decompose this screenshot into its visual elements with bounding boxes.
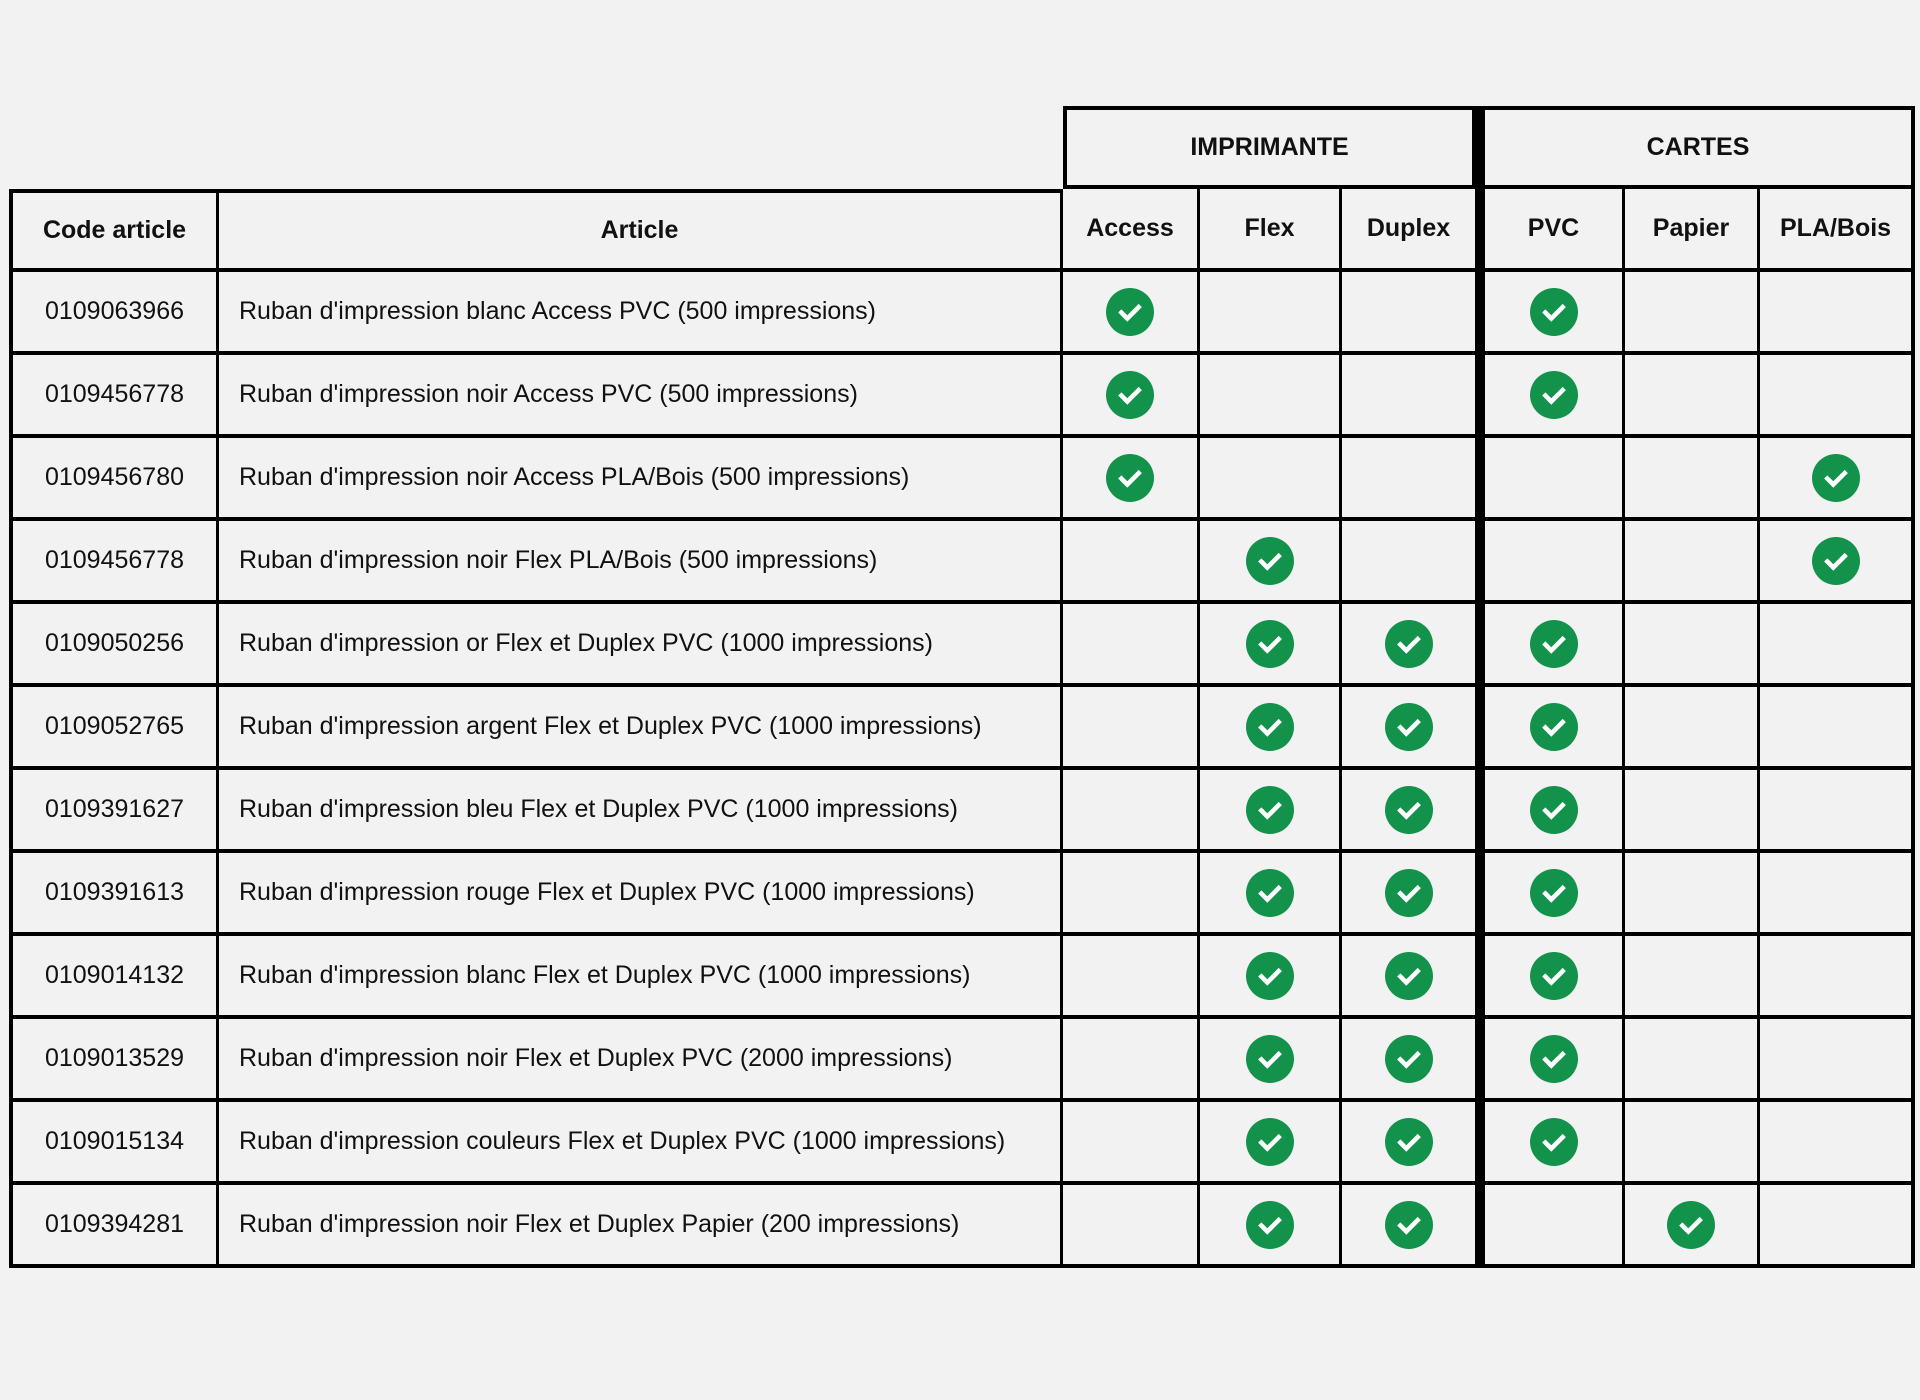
check-circle-icon (1246, 869, 1294, 917)
compatibility-table (9, 106, 1915, 1268)
cell-pla-bois (1760, 355, 1915, 438)
cell-access (1063, 604, 1200, 687)
cell-pvc (1485, 770, 1625, 853)
cell-access (1063, 272, 1200, 355)
cell-code: 0109456778 (9, 355, 219, 438)
check-circle-icon (1812, 454, 1860, 502)
group-header-cartes: CARTES (1485, 106, 1915, 189)
cell-access (1063, 853, 1200, 936)
cell-pla-bois (1760, 853, 1915, 936)
cell-papier (1625, 936, 1760, 1019)
cell-pla-bois (1760, 438, 1915, 521)
cell-article: Ruban d'impression argent Flex et Duplex PVC (1000 impressions) (219, 687, 1063, 770)
check-circle-icon (1246, 1118, 1294, 1166)
cell-pvc (1485, 853, 1625, 936)
cell-code: 0109063966 (9, 272, 219, 355)
cell-code: 0109391613 (9, 853, 219, 936)
cell-access (1063, 355, 1200, 438)
check-circle-icon (1385, 1118, 1433, 1166)
cell-article: Ruban d'impression blanc Flex et Duplex PVC (1000 impressions) (219, 936, 1063, 1019)
cell-papier (1625, 1019, 1760, 1102)
cell-papier (1625, 521, 1760, 604)
cell-code: 0109391627 (9, 770, 219, 853)
cell-duplex (1342, 604, 1475, 687)
cell-pla-bois (1760, 1185, 1915, 1268)
cell-papier (1625, 1102, 1760, 1185)
cell-access (1063, 1102, 1200, 1185)
col-header-flex: Flex (1200, 189, 1342, 272)
cell-pvc (1485, 687, 1625, 770)
cell-pvc (1485, 355, 1625, 438)
cell-access (1063, 1185, 1200, 1268)
cell-duplex (1342, 1019, 1475, 1102)
col-header-papier: Papier (1625, 189, 1760, 272)
cell-pvc (1485, 1019, 1625, 1102)
cell-papier (1625, 853, 1760, 936)
cell-code: 0109456780 (9, 438, 219, 521)
cell-access (1063, 936, 1200, 1019)
cell-flex (1200, 1185, 1342, 1268)
check-circle-icon (1530, 952, 1578, 1000)
check-circle-icon (1106, 454, 1154, 502)
group-separator (1475, 106, 1485, 1268)
check-circle-icon (1530, 786, 1578, 834)
cell-pvc (1485, 272, 1625, 355)
cell-duplex (1342, 521, 1475, 604)
cell-code: 0109015134 (9, 1102, 219, 1185)
check-circle-icon (1246, 952, 1294, 1000)
cell-papier (1625, 687, 1760, 770)
cell-flex (1200, 770, 1342, 853)
check-circle-icon (1385, 1035, 1433, 1083)
group-header-imprimante: IMPRIMANTE (1063, 106, 1475, 189)
cell-article: Ruban d'impression noir Access PLA/Bois (500 impressions) (219, 438, 1063, 521)
cell-access (1063, 687, 1200, 770)
check-circle-icon (1812, 537, 1860, 585)
empty-corner (9, 106, 1063, 189)
cell-article: Ruban d'impression rouge Flex et Duplex PVC (1000 impressions) (219, 853, 1063, 936)
check-circle-icon (1530, 1118, 1578, 1166)
cell-access (1063, 521, 1200, 604)
cell-flex (1200, 355, 1342, 438)
cell-duplex (1342, 272, 1475, 355)
cell-code: 0109456778 (9, 521, 219, 604)
check-circle-icon (1385, 703, 1433, 751)
cell-access (1063, 770, 1200, 853)
check-circle-icon (1667, 1201, 1715, 1249)
check-circle-icon (1106, 288, 1154, 336)
cell-flex (1200, 272, 1342, 355)
cell-pla-bois (1760, 687, 1915, 770)
cell-flex (1200, 438, 1342, 521)
check-circle-icon (1385, 1201, 1433, 1249)
cell-code: 0109013529 (9, 1019, 219, 1102)
cell-flex (1200, 853, 1342, 936)
cell-papier (1625, 272, 1760, 355)
cell-code: 0109394281 (9, 1185, 219, 1268)
cell-article: Ruban d'impression couleurs Flex et Duplex PVC (1000 impressions) (219, 1102, 1063, 1185)
cell-duplex (1342, 936, 1475, 1019)
cell-papier (1625, 1185, 1760, 1268)
check-circle-icon (1530, 703, 1578, 751)
check-circle-icon (1530, 371, 1578, 419)
cell-duplex (1342, 1102, 1475, 1185)
cell-duplex (1342, 1185, 1475, 1268)
check-circle-icon (1246, 1201, 1294, 1249)
cell-pla-bois (1760, 272, 1915, 355)
cell-flex (1200, 936, 1342, 1019)
cell-duplex (1342, 355, 1475, 438)
check-circle-icon (1385, 869, 1433, 917)
cell-article: Ruban d'impression noir Access PVC (500 impressions) (219, 355, 1063, 438)
cell-pvc (1485, 604, 1625, 687)
col-header-pla-bois: PLA/Bois (1760, 189, 1915, 272)
cell-papier (1625, 355, 1760, 438)
cell-access (1063, 438, 1200, 521)
col-header-code: Code article (9, 189, 219, 272)
cell-duplex (1342, 438, 1475, 521)
cell-pvc (1485, 521, 1625, 604)
check-circle-icon (1246, 1035, 1294, 1083)
col-header-duplex: Duplex (1342, 189, 1475, 272)
cell-pvc (1485, 438, 1625, 521)
cell-pla-bois (1760, 1102, 1915, 1185)
check-circle-icon (1246, 786, 1294, 834)
cell-flex (1200, 604, 1342, 687)
cell-pvc (1485, 1102, 1625, 1185)
cell-code: 0109014132 (9, 936, 219, 1019)
check-circle-icon (1530, 869, 1578, 917)
cell-access (1063, 1019, 1200, 1102)
check-circle-icon (1385, 952, 1433, 1000)
col-header-pvc: PVC (1485, 189, 1625, 272)
cell-code: 0109052765 (9, 687, 219, 770)
cell-papier (1625, 604, 1760, 687)
cell-pla-bois (1760, 770, 1915, 853)
cell-papier (1625, 438, 1760, 521)
cell-article: Ruban d'impression noir Flex et Duplex Papier (200 impressions) (219, 1185, 1063, 1268)
cell-pla-bois (1760, 936, 1915, 1019)
cell-pla-bois (1760, 1019, 1915, 1102)
cell-pvc (1485, 1185, 1625, 1268)
cell-flex (1200, 687, 1342, 770)
cell-pvc (1485, 936, 1625, 1019)
cell-flex (1200, 521, 1342, 604)
check-circle-icon (1530, 288, 1578, 336)
cell-code: 0109050256 (9, 604, 219, 687)
cell-duplex (1342, 687, 1475, 770)
col-header-article: Article (219, 189, 1063, 272)
check-circle-icon (1530, 620, 1578, 668)
cell-article: Ruban d'impression noir Flex et Duplex PVC (2000 impressions) (219, 1019, 1063, 1102)
check-circle-icon (1530, 1035, 1578, 1083)
cell-duplex (1342, 853, 1475, 936)
cell-flex (1200, 1102, 1342, 1185)
check-circle-icon (1246, 537, 1294, 585)
cell-pla-bois (1760, 604, 1915, 687)
check-circle-icon (1246, 620, 1294, 668)
check-circle-icon (1246, 703, 1294, 751)
cell-papier (1625, 770, 1760, 853)
check-circle-icon (1385, 620, 1433, 668)
cell-article: Ruban d'impression noir Flex PLA/Bois (500 impressions) (219, 521, 1063, 604)
cell-article: Ruban d'impression bleu Flex et Duplex PVC (1000 impressions) (219, 770, 1063, 853)
cell-duplex (1342, 770, 1475, 853)
cell-article: Ruban d'impression or Flex et Duplex PVC (1000 impressions) (219, 604, 1063, 687)
cell-pla-bois (1760, 521, 1915, 604)
check-circle-icon (1385, 786, 1433, 834)
cell-article: Ruban d'impression blanc Access PVC (500 impressions) (219, 272, 1063, 355)
cell-flex (1200, 1019, 1342, 1102)
check-circle-icon (1106, 371, 1154, 419)
col-header-access: Access (1063, 189, 1200, 272)
